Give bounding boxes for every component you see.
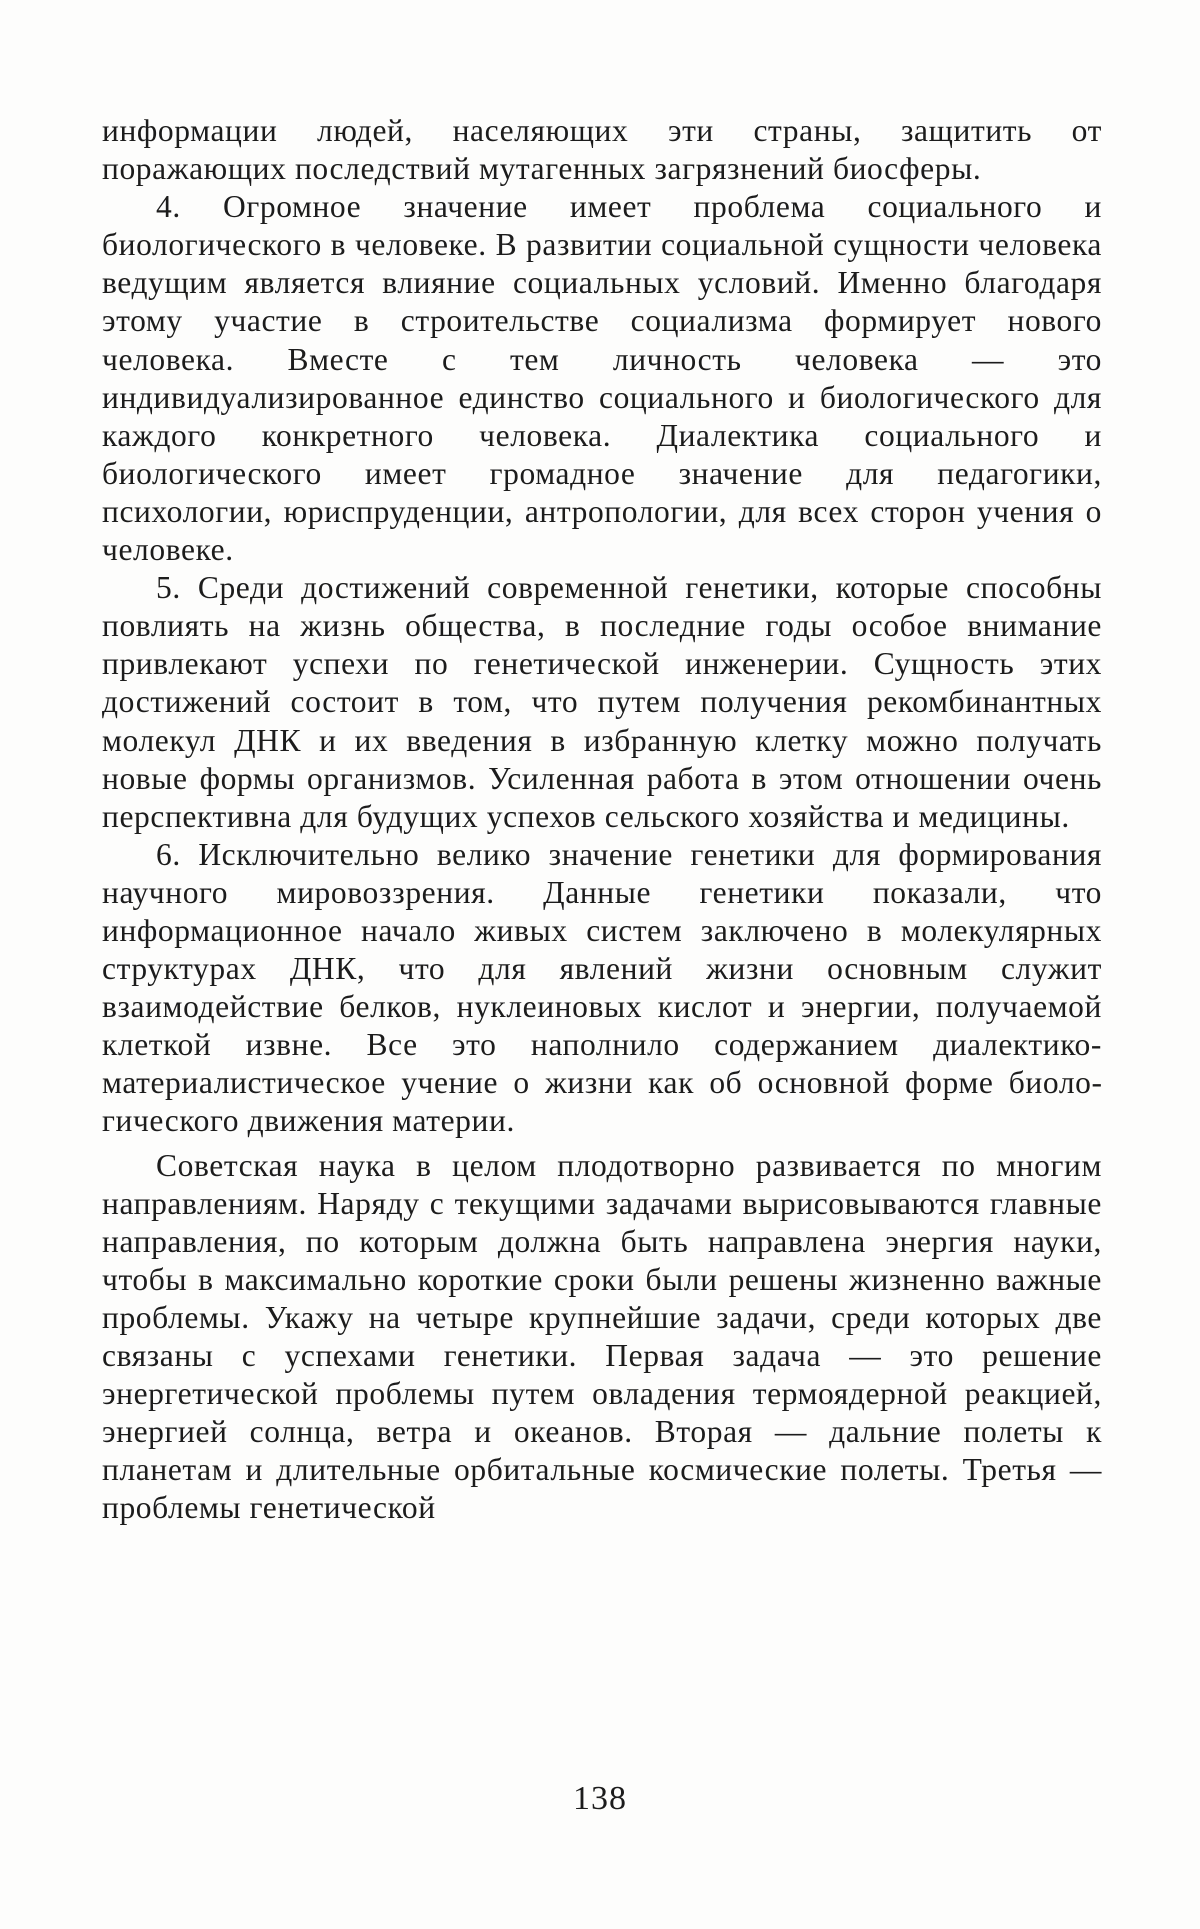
paragraph-soviet-science: Советская наука в целом плодотворно развивается по многим направлениям. Наряду с текущими задачами вырисовываются главные направления, по которым должна быть направлена энергия науки, чтобы в максимально короткие сроки были решены жизненно важные проблемы. Укажу на четыре крупнейшие задачи, среди которых две связаны с успехами генетики. Первая задача — это решение энергетической проблемы путем овладения термоядерной реакцией, энергией солнца, ветра и океанов. Вторая — дальние полеты к планетам и длительные орбитальные космические полеты. Третья — проблемы генетической — [102, 1147, 1102, 1526]
page-number: 138 — [573, 1780, 627, 1817]
body-text — [102, 112, 1102, 1527]
paragraph-point-6: 6. Исключительно велико значение генетики для формирования научного мировоззрения. Данные генетики показали, что информационное начало живых систем заключено в молекулярных структурах ДНК, что для явлений жизни основным служит взаимодействие белков, нуклеиновых кислот и энергии, получаемой клеткой извне. Все это наполнило содержанием диалектико-материалистическое учение о жизни как об основной форме биологического движения материи. — [102, 836, 1102, 1139]
paragraph-point-4: 4. Огромное значение имеет проблема социального и биологического в человеке. В развитии социальной сущности человека ведущим является влияние социальных условий. Именно благодаря этому участие в строительстве социализма формирует нового человека. Вместе с тем личность человека — это индивидуализированное единство социального и биологического для каждого конкретного человека. Диалектика социального и биологического имеет громадное значение для педагогики, психологии, юриспруденции, антропологии, для всех сторон учения о человеке. — [102, 189, 1102, 568]
paragraph-continuation: информации людей, населяющих эти страны, защитить от поражающих последствий мутагенных загрязнений биосферы. — [102, 113, 1102, 187]
paragraph-point-5: 5. Среди достижений современной генетики, которые способны повлиять на жизнь общества, в последние годы особое внимание привлекают успехи по генетической инженерии. Сущность этих достижений состоит в том, что путем получения рекомбинантных молекул ДНК и их введения в избранную клетку можно получать новые формы организмов. Усиленная работа в этом отношении очень перспективна для будущих успехов сельского хозяйства и медицины. — [102, 570, 1102, 834]
